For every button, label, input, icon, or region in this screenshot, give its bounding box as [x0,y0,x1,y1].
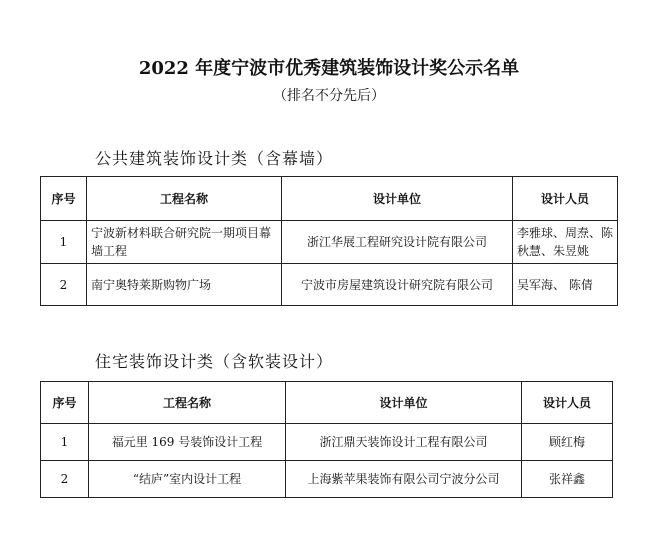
cell-no: 1 [41,221,87,264]
cell-unit: 浙江华展工程研究设计院有限公司 [282,221,513,264]
cell-people: 李雅球、周焘、陈秋慧、朱昱姚 [513,221,618,264]
cell-no: 2 [41,461,89,498]
table-row [41,221,618,264]
cell-unit: 浙江鼎天装饰设计工程有限公司 [286,424,522,461]
cell-unit: 宁波市房屋建筑设计研究院有限公司 [282,264,513,306]
table-header-row [41,177,618,221]
section-heading-residential: 住宅装饰设计类（含软装设计） [95,352,334,371]
column-header-unit: 设计单位 [286,382,522,424]
cell-project: 南宁奥特莱斯购物广场 [87,264,282,306]
cell-people: 张祥鑫 [522,461,613,498]
column-header-no: 序号 [41,382,89,424]
document-title: 2022 年度宁波市优秀建筑装饰设计奖公示名单 [138,58,520,79]
column-header-people: 设计人员 [513,177,618,221]
cell-unit: 上海紫苹果装饰有限公司宁波分公司 [286,461,522,498]
section-heading-public: 公共建筑装饰设计类（含幕墙） [95,149,334,168]
cell-people: 吴军海、 陈倩 [513,264,618,306]
cell-people: 顾红梅 [522,424,613,461]
table-row [41,424,613,461]
table-header-row [41,382,613,424]
residential-table [40,381,613,498]
cell-no: 2 [41,264,87,306]
cell-no: 1 [41,424,89,461]
cell-project: “结庐”室内设计工程 [89,461,286,498]
table-row [41,461,613,498]
cell-project: 福元里 169 号装饰设计工程 [89,424,286,461]
column-header-no: 序号 [41,177,87,221]
column-header-people: 设计人员 [522,382,613,424]
public-building-table [40,176,618,306]
cell-project: 宁波新材料联合研究院一期项目幕墙工程 [87,221,282,264]
document-subtitle: （排名不分先后） [273,88,385,104]
column-header-project: 工程名称 [87,177,282,221]
column-header-unit: 设计单位 [282,177,513,221]
table-row [41,264,618,306]
column-header-project: 工程名称 [89,382,286,424]
